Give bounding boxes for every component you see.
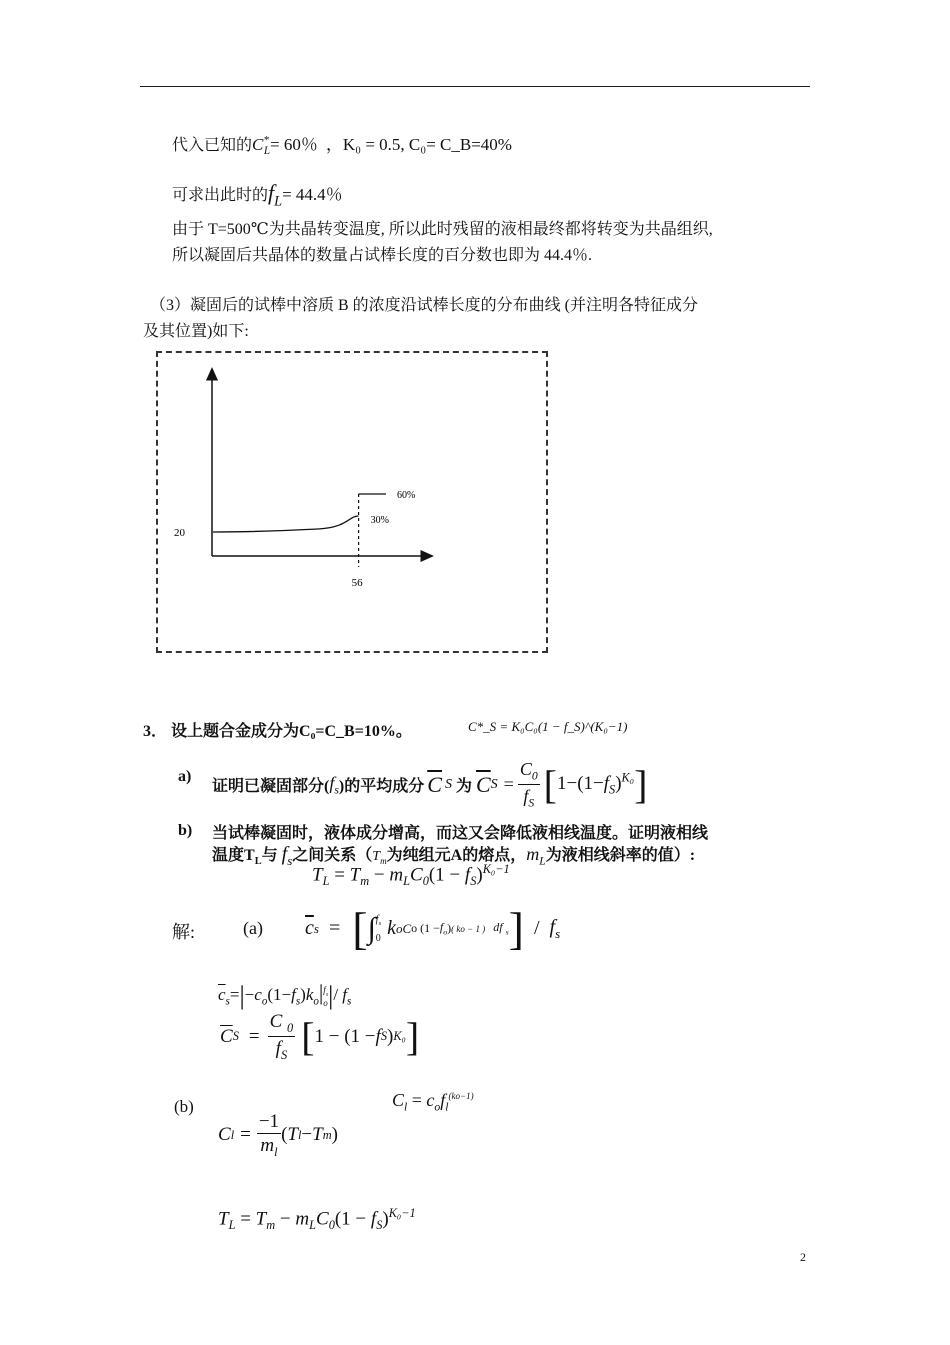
- problem-statement-text: 设上题合金成分为C₀=C_B=10%。: [171, 723, 412, 740]
- average-composition-result: $\overline{C}$ S = $\frac{C _0}{f_S}$ [ 1 − (1 − f S ) K₀ ]: [220, 1011, 420, 1062]
- liquid-composition-equation: $C_l = c_of_l^{(ko-1)}$: [392, 1090, 474, 1114]
- part-b-line2: 温度$T_L$与 $f_s$之间关系（$T_m$为纯组元A的熔点，$m_L$为液相线斜率的值）:: [212, 843, 696, 868]
- scheil-equation: C*_S = K₀C₀(1 − f_S)^(K₀−1): [468, 719, 628, 734]
- fl-value: = 44.4％: [282, 185, 343, 204]
- x-tick-label: 56: [351, 577, 363, 589]
- cl-star-variable: $C^*_L$: [252, 134, 271, 158]
- result-prefix: 可求出此时的: [172, 187, 269, 204]
- y-tick-label: 20: [174, 527, 185, 539]
- section3-heading-line1: （3）凝固后的试棒中溶质 B 的浓度沿试棒长度的分布曲线 (并注明各特征成分: [150, 297, 699, 314]
- header-rule: [140, 86, 810, 87]
- solution-part-a-label: (a): [243, 918, 263, 938]
- part-a-label: a): [178, 768, 192, 785]
- upper-level-label: 60%: [397, 490, 416, 501]
- known-values: ，K₀ = 0.5, C₀= C_B=40%: [325, 135, 512, 154]
- liquidus-equation: $T_L = T_m - m_LC_0(1 - f_S)^{K_0-1}$: [312, 862, 510, 889]
- cl-star-value: = 60％: [270, 135, 318, 154]
- result-line: [172, 180, 343, 210]
- fl-variable: $f_L$: [268, 180, 283, 210]
- eutectic-explanation-line2: 所以凝固后共晶体的数量占试棒长度的百分数也即为 44.4％.: [172, 247, 593, 264]
- solution-part-b-label: (b): [174, 1097, 194, 1116]
- substitution-prefix: 代入已知的: [172, 137, 253, 154]
- liquidus-linear-relation: C l = $\frac{-1}{m_l}$ ( T l − T m ): [218, 1111, 338, 1159]
- integral-evaluation-step: $\overline{c}_s=|-c_o(1-f_s)k_o|$ $f_s$ o |/ $f_s$: [218, 980, 352, 1011]
- section3-heading-line2: 及其位置)如下:: [143, 323, 249, 340]
- part-b-label: b): [178, 822, 193, 839]
- substitution-line: [172, 130, 512, 157]
- page-number: 2: [800, 1250, 806, 1264]
- part-b-line1: 当试棒凝固时，液体成分增高，而这又会降低液相线温度。证明液相线: [212, 825, 709, 842]
- solution-label: 解:: [172, 922, 196, 942]
- part-a-statement: 证明已凝固部分( $f_s$ )的平均成分 $\overline{C}$ S 为 $\overline{C}$ S = $\frac{C_0}{f_S}$ $[1-(1-f_S)^{K_0}]$: [212, 759, 648, 810]
- problem-number: 3．: [143, 723, 168, 740]
- concentration-chart: [156, 351, 546, 651]
- average-composition-integral: $\overline{c}$ s = [ ∫ $f_s$ 0 k oC o (1 − $f_o$ ) ( ko − 1 ) df $_s$ ] / $f_s$: [305, 903, 561, 954]
- eutectic-explanation-line1: 由于 T=500℃为共晶转变温度, 所以此时残留的液相最终都将转变为共晶组织,: [172, 221, 713, 238]
- problem3-statement: [143, 718, 412, 741]
- jump-level-label: 30%: [370, 515, 389, 526]
- liquidus-temperature-result: $T_L = T_m - m_LC_0(1 - f_S)^{K_0-1}$: [218, 1206, 416, 1233]
- low-concentration-curve: [213, 516, 359, 532]
